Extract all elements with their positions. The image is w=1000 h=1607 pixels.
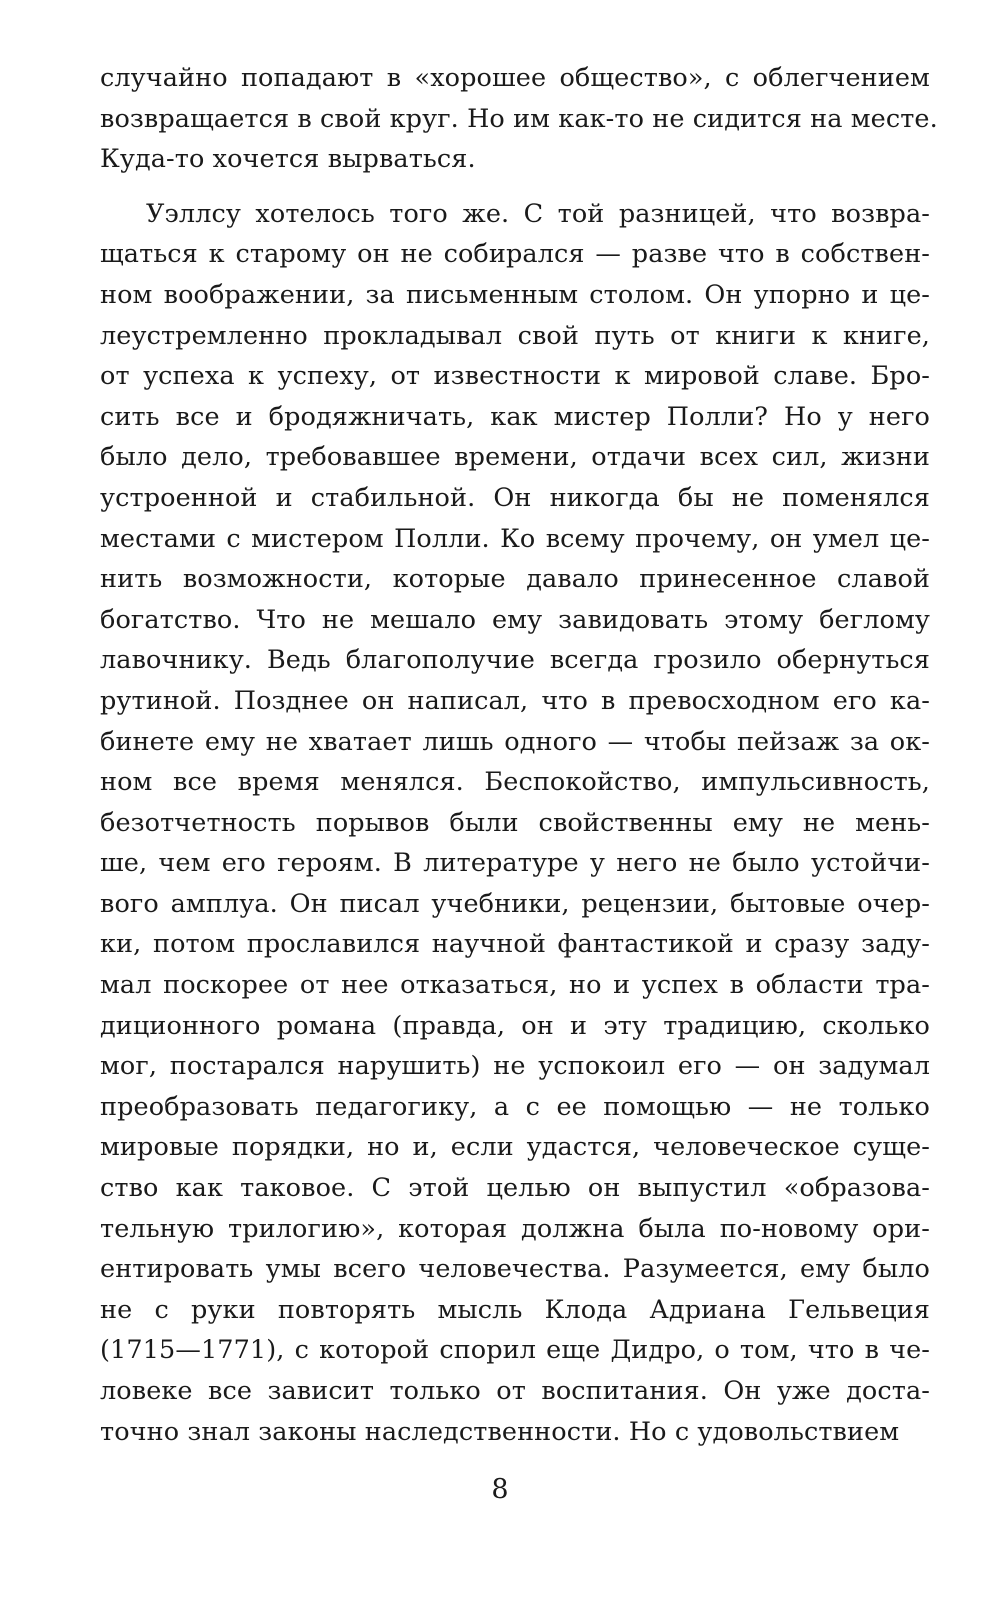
text-line: не с руки повторять мысль Клода Адриана Гельвеция (100, 1294, 930, 1325)
text-line: случайно попадают в «хорошее общество», с облегчением (100, 63, 930, 93)
text-line: устроенной и стабильной. Он никогда бы не поменялся (100, 482, 930, 513)
text-line: было дело, требовавшее времени, отдачи всех сил, жизни (100, 442, 930, 473)
text-line: ном воображении, за письменным столом. Он упорно и це- (100, 279, 930, 310)
text-line: ство как таковое. С этой целью он выпустил «образова- (100, 1173, 930, 1204)
paragraph-gap (100, 180, 930, 194)
text-line: рутиной. Позднее он написал, что в превосходном его ка- (100, 685, 930, 716)
body-text (100, 58, 938, 1452)
text-line: вого амплуа. Он писал учебники, рецензии, бытовые очер- (100, 888, 930, 919)
text-line: щаться к старому он не собирался — разве что в собствен- (100, 239, 930, 270)
text-line: Уэллсу хотелось того же. С той разницей, что возвра- (146, 198, 930, 229)
text-line: ном все время менялся. Беспокойство, импульсивность, (100, 767, 930, 798)
text-line: Куда-то хочется вырваться. (100, 144, 476, 175)
text-line: ки, потом прославился научной фантастикой и сразу заду- (100, 929, 930, 960)
text-line: ше, чем его героям. В литературе у него не было устойчи- (100, 848, 930, 879)
text-line: богатство. Что не мешало ему завидовать этому беглому (100, 604, 930, 635)
text-line: тельную трилогию», которая должна была по-новому ори- (100, 1213, 930, 1244)
text-line: леустремленно прокладывал свой путь от книги к книге, (100, 320, 930, 351)
text-line: ентировать умы всего человечества. Разумеется, ему было (100, 1254, 930, 1285)
text-line: сить все и бродяжничать, как мистер Полли? Но у него (100, 401, 930, 432)
text-line: возвращается в свой круг. Но им как-то не сидится на месте. (100, 103, 938, 134)
text-line: диционного романа (правда, он и эту традицию, сколько (100, 1010, 930, 1041)
text-line: преобразовать педагогику, а с ее помощью — не только (100, 1091, 930, 1122)
paragraph-1 (100, 58, 938, 180)
text-line: мировые порядки, но и, если удастся, человеческое суще- (100, 1132, 930, 1163)
text-line: ловеке все зависит только от воспитания. Он уже доста- (100, 1376, 930, 1406)
text-line: бинете ему не хватает лишь одного — чтобы пейзаж за ок- (100, 726, 930, 757)
text-line: нить возможности, которые давало принесенное славой (100, 564, 930, 595)
text-line: лавочнику. Ведь благополучие всегда грозило обернуться (100, 645, 930, 676)
text-line: точно знал законы наследственности. Но с удовольствием (100, 1416, 900, 1447)
text-line: безотчетность порывов были свойственны ему не мень- (100, 807, 930, 838)
text-line: мог, постарался нарушить) не успокоил его — он задумал (100, 1051, 930, 1082)
paragraph-2 (100, 194, 930, 1452)
page-number: 8 (491, 1474, 509, 1505)
text-line: (1715—1771), с которой спорил еще Дидро, о том, что в че- (100, 1335, 930, 1366)
text-line: от успеха к успеху, от известности к мировой славе. Бро- (100, 361, 930, 392)
text-line: мал поскорее от нее отказаться, но и успех в области тра- (100, 970, 930, 1001)
text-line: местами с мистером Полли. Ко всему прочему, он умел це- (100, 523, 930, 554)
